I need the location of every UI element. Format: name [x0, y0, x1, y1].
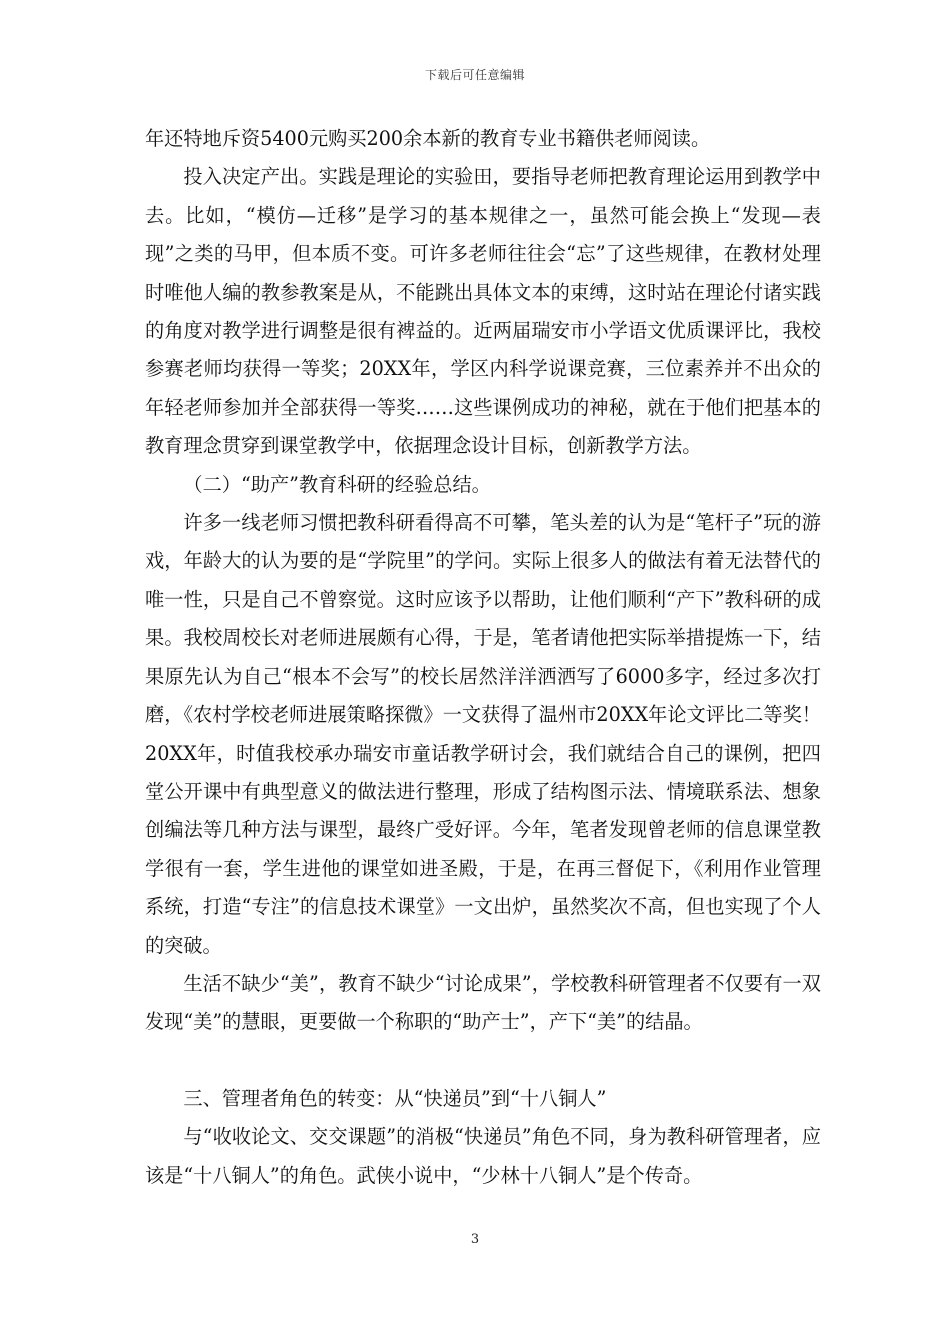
paragraph: 投入决定产出。实践是理论的实验田，要指导老师把教育理论运用到教学中去。比如，“模仿—迁移”是学习的基本规律之一，虽然可能会换上“发现—表现”之类的马甲，但本质不变。可许多老师往往会“忘”了这些规律，在教材处理时唯他人编的教参教案是从，不能跳出具体文本的束缚，这时站在理论付诸实践的角度对教学进行调整是很有裨益的。近两届瑞安市小学语文优质课评比，我校参赛老师均获得一等奖；20XX年，学区内科学说课竞赛，三位素养并不出众的年轻老师参加并全部获得一等奖……这些课例成功的神秘，就在于他们把基本的教育理念贯穿到课堂教学中，依据理念设计目标，创新教学方法。: [145, 165, 821, 458]
paragraph: 年还特地斥资5400元购买200余本新的教育专业书籍供老师阅读。: [145, 127, 711, 150]
paragraph: 与“收收论文、交交课题”的消极“快递员”角色不同，身为教科研管理者，应该是“十八铜人”的角色。武侠小说中，“少林十八铜人”是个传奇。: [145, 1125, 821, 1187]
paragraph-spacer: [145, 1042, 821, 1080]
page-number: 3: [470, 1232, 480, 1247]
document-body: [145, 120, 821, 1195]
page-header: 下载后可任意编辑: [424, 68, 525, 82]
paragraph: 生活不缺少“美”，教育不缺少“讨论成果”，学校教科研管理者不仅要有一双发现“美”的慧眼，更要做一个称职的“助产士”，产下“美”的结晶。: [145, 971, 821, 1034]
section-heading: 三、管理者角色的转变：从“快递员”到“十八铜人”: [183, 1086, 607, 1110]
section-subheading: （二）“助产”教育科研的经验总结。: [183, 472, 491, 496]
paragraph: 许多一线老师习惯把教科研看得高不可攀，笔头差的认为是“笔杆子”玩的游戏，年龄大的认为要的是“学院里”的学问。实际上很多人的做法有着无法替代的唯一性，只是自己不曾察觉。这时应该予以帮助，让他们顺利“产下”教科研的成果。我校周校长对老师进展颇有心得，于是，笔者请他把实际举措提炼一下，结果原先认为自己“根本不会写”的校长居然洋洋洒洒写了6000多字，经过多次打磨，《农村学校老师进展策略探微》一文获得了温州市20XX年论文评比二等奖！20XX年，时值我校承办瑞安市童话教学研讨会，我们就结合自己的课例，把四堂公开课中有典型意义的做法进行整理，形成了结构图示法、情境联系法、想象创编法等几种方法与课型，最终广受好评。今年，笔者发现曾老师的信息课堂教学很有一套，学生进他的课堂如进圣殿，于是，在再三督促下，《利用作业管理系统，打造“专注”的信息技术课堂》一文出炉，虽然奖次不高，但也实现了个人的突破。: [145, 511, 821, 957]
